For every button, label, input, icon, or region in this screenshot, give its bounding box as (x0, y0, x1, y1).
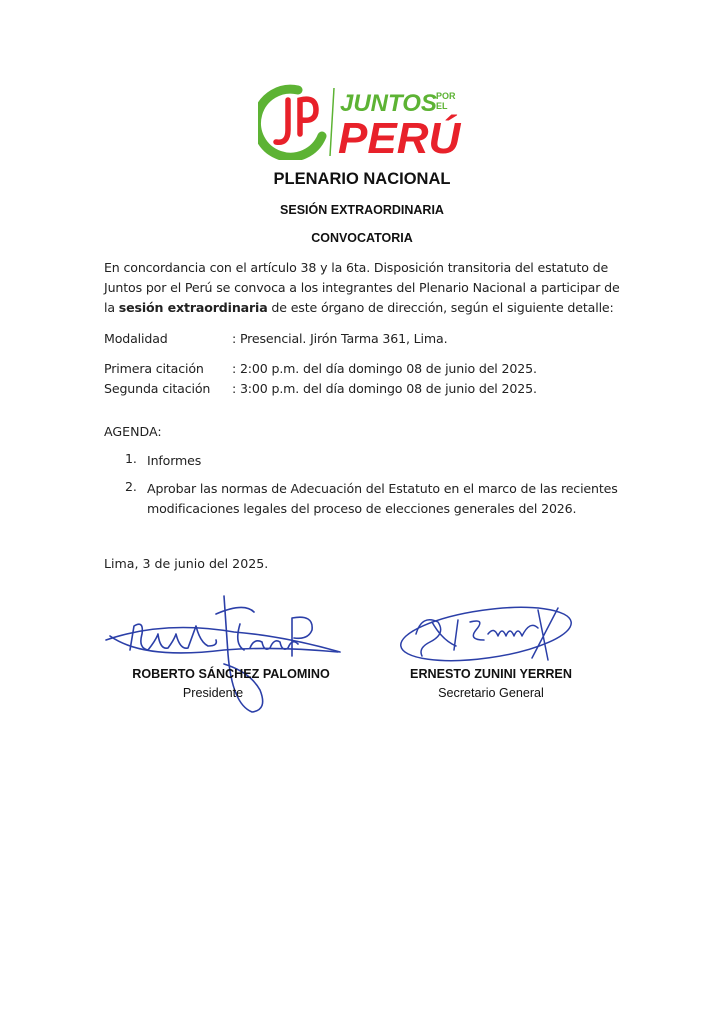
intro-paragraph (104, 258, 634, 318)
intro-text-bold: sesión extraordinaria (118, 300, 268, 315)
detail-label: Primera citación (104, 361, 204, 376)
signature-secretary (398, 600, 578, 670)
signature-stroke (488, 625, 538, 636)
document-heading: CONVOCATORIA (311, 231, 413, 245)
signatory-name: ERNESTO ZUNINI YERREN (410, 667, 572, 681)
signatory-role: Presidente (182, 686, 244, 700)
logo-monogram-j (276, 100, 288, 142)
signature-stroke (532, 608, 558, 660)
party-logo (258, 84, 470, 160)
logo-text-peru: PERÚ (338, 114, 461, 160)
detail-value: : Presencial. Jirón Tarma 361, Lima. (232, 331, 448, 346)
party-logo-graphic (258, 84, 470, 160)
logo-text-juntos: JUNTOS (340, 90, 437, 117)
logo-divider (330, 88, 334, 156)
signature-president (104, 594, 344, 719)
logo-text-por-el: POR (436, 91, 456, 101)
detail-value: : 2:00 p.m. del día domingo 08 de junio del 2025. (232, 361, 537, 376)
document-subtitle: SESIÓN EXTRAORDINARIA (280, 203, 444, 217)
agenda-heading: AGENDA: (104, 424, 162, 439)
agenda-item-number: 1. (125, 451, 137, 466)
logo-monogram-p (300, 99, 316, 134)
signature-stroke (216, 607, 254, 650)
date-line: Lima, 3 de junio del 2025. (104, 556, 269, 571)
detail-label: Modalidad (104, 331, 168, 346)
detail-label: Segunda citación (104, 381, 211, 396)
signature-stroke (416, 620, 456, 656)
document-title: PLENARIO NACIONAL (273, 170, 451, 188)
agenda-item-number: 2. (125, 479, 137, 494)
logo-text-el: EL (436, 101, 448, 111)
signatory-role: Secretario General (438, 686, 544, 700)
signature-stroke (110, 636, 338, 653)
intro-text-end: de este órgano de dirección, según el siguiente detalle: (267, 300, 614, 315)
signature-stroke (454, 620, 484, 650)
agenda-item-text: Aprobar las normas de Adecuación del Estatuto en el marco de las recientes modificaciones legales del proceso de elecciones generales del 2026. (147, 481, 618, 516)
intro-text-start: En concordancia con el artículo 38 y la 6ta. Disposición transitoria del estatuto de Juntos por el Perú se convoca a los integrantes del Plenario Nacional a participar de la (104, 260, 620, 315)
detail-value: : 3:00 p.m. del día domingo 08 de junio del 2025. (232, 381, 537, 396)
signatory-name: ROBERTO SÁNCHEZ PALOMINO (132, 667, 330, 681)
agenda-item-text: Informes (147, 453, 202, 468)
